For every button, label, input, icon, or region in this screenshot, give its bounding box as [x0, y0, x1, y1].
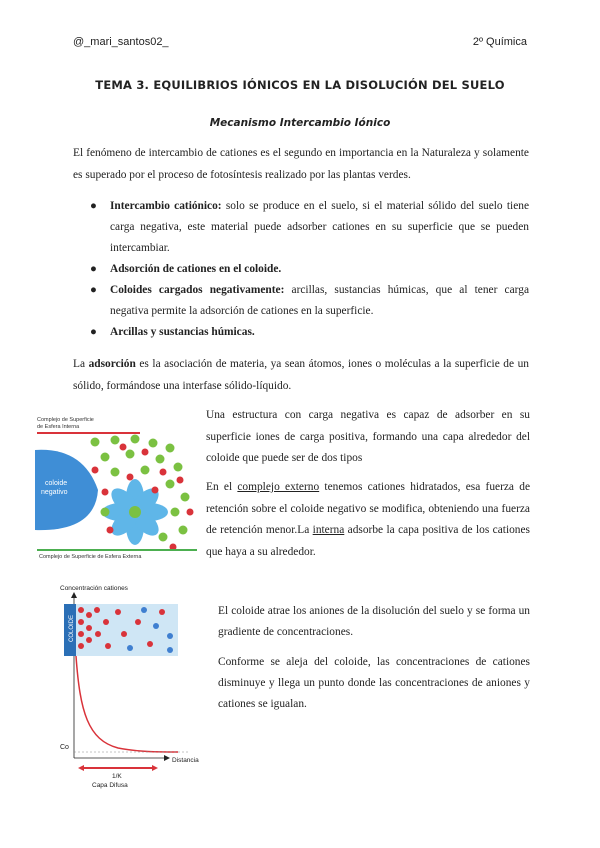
- bullet-bold: Intercambio catiónico:: [110, 200, 222, 212]
- bullet-item: [73, 280, 529, 322]
- fig2-co-label: Co: [60, 744, 69, 751]
- complejo-paragraph: En el complejo externo tenemos cationes hidratados, esa fuerza de retención sobre el coloide negativo se modifica, obteniendo una fuerza de retención menor.La interna adsorbe la capa positiva de los cationes que haya a su alrededor.: [206, 481, 530, 558]
- concentration-curve: [76, 656, 178, 752]
- page-title: TEMA 3. EQUILIBRIOS IÓNICOS EN LA DISOLUCIÓN DEL SUELO: [95, 78, 505, 92]
- fig2-bottom-label: Capa Difusa: [92, 782, 128, 789]
- concentration-gradient-diagram: [58, 582, 208, 792]
- conforme-paragraph: Conforme se aleja del coloide, las concentraciones de cationes disminuye y llega un punto donde las concentraciones de aniones y cationes se igualan.: [218, 656, 530, 710]
- colloid-label-2: negativo: [41, 489, 68, 496]
- gradiente-paragraph: El coloide atrae los aniones de la disolución del suelo y se forma un gradiente de concentraciones.: [218, 605, 530, 638]
- interna-term: interna: [312, 524, 345, 536]
- colloid-label-1: coloide: [45, 480, 68, 487]
- intro-paragraph: El fenómeno de intercambio de cationes es el segundo en importancia en la Naturaleza y solamente es superado por el proceso de fotosíntesis realizado por las plantas verdes.: [73, 147, 529, 181]
- range-right-arrow-icon: [152, 765, 158, 771]
- bullet-item: [73, 259, 529, 280]
- range-left-arrow-icon: [78, 765, 84, 771]
- bullet-icon: ●: [90, 326, 97, 338]
- bullet-bold: Adsorción de cationes en el coloide.: [110, 263, 282, 275]
- bullet-icon: ●: [90, 284, 97, 296]
- fig1-bottom-label: Complejo de Superficie de Esfera Externa: [39, 554, 142, 560]
- bullet-item: [73, 196, 529, 259]
- estructura-paragraph: Una estructura con carga negativa es capaz de adsorber en su superficie iones de carga positiva, formando una capa alrededor del coloide que puede ser de dos tipos: [206, 409, 530, 464]
- header-course: 2º Química: [472, 36, 527, 48]
- section-subtitle: Mecanismo Intercambio Iónico: [209, 117, 391, 129]
- adsorcion-term: adsorción: [88, 358, 136, 370]
- bullet-text: arcillas, sustancias húmicas, que al tener carga negativa permite la adsorción de cationes en la superficie.: [110, 284, 529, 317]
- fig1-top-label-2: de Esfera Interna: [37, 424, 80, 430]
- header-author: @_mari_santos02_: [73, 36, 169, 48]
- y-axis-arrow-icon: [71, 592, 77, 598]
- colloid-diagram: [35, 412, 198, 560]
- bullet-bold: Arcillas y sustancias húmicas.: [110, 326, 255, 338]
- complejo-externo-term: complejo externo: [237, 481, 320, 493]
- fig1-top-label-1: Complejo de Superficie: [37, 417, 94, 423]
- bullet-text: solo se produce en el suelo, si el material sólido del suelo tiene carga negativa, este material puede adsorber cationes en su superficie que se pueden intercambiar.: [110, 200, 529, 254]
- bullet-icon: ●: [90, 263, 97, 275]
- x-axis-arrow-icon: [164, 755, 170, 761]
- bullet-bold: Coloides cargados negativamente:: [110, 284, 285, 296]
- fig2-k-label: 1/K: [112, 773, 122, 780]
- bullet-icon: ●: [90, 200, 97, 212]
- bullet-list: [73, 196, 529, 343]
- fig2-y-label: Concentración cationes: [60, 585, 128, 592]
- adsorcion-paragraph: La adsorción es la asociación de materia, ya sean átomos, iones o moléculas a la superficie de un sólido, formándose una interfase sólido-líquido.: [73, 358, 529, 392]
- fig2-colloid-label: COLOIDE: [69, 614, 75, 642]
- fig2-x-label: Distancia: [172, 757, 199, 764]
- bullet-item: [73, 322, 529, 343]
